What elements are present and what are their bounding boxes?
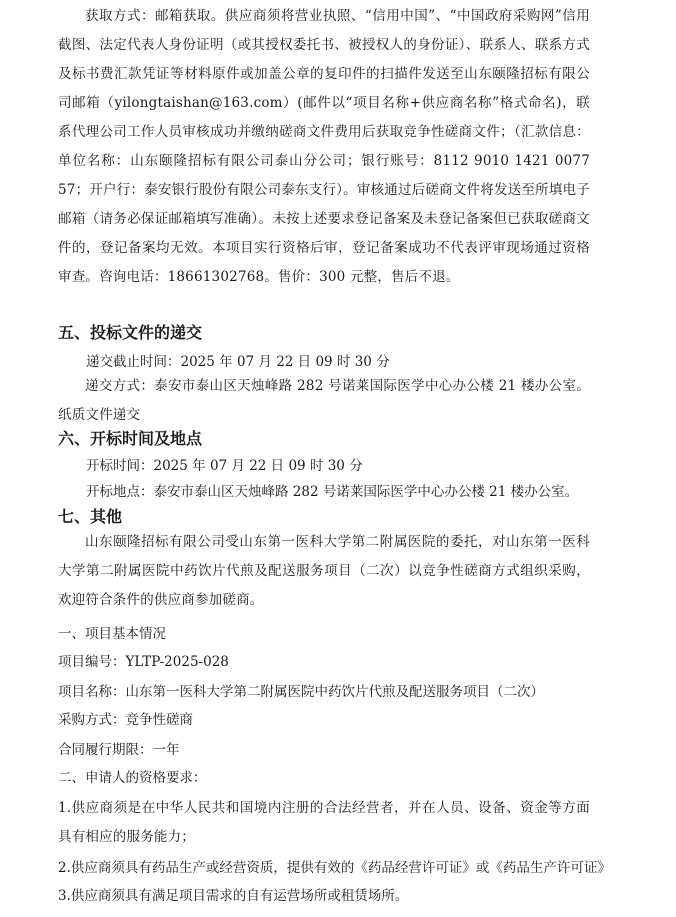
section-7-heading: 七、其他 <box>58 507 123 526</box>
requirement-2: 2.供应商须具有药品生产或经营资质，提供有效的《药品经营许可证》或《药品生产许可证》 <box>58 860 611 876</box>
procurement-intro: 山东颐隆招标有限公司受山东第一医科大学第二附属医院的委托，对山东第一医科大学第二附属医院中药饮片代煎及配送服务项目（二次）以竞争性磋商方式组织采购，欢迎符合条件的供应商参加磋商。 <box>58 534 590 608</box>
section-6-heading: 六、开标时间及地点 <box>58 429 203 448</box>
submission-deadline: 递交截止时间：2025 年 07 月 22 日 09 时 30 分 <box>86 354 390 370</box>
submission-method: 递交方式：泰安市泰山区天烛峰路 282 号诺莱国际医学中心办公楼 21 楼办公室。纸质文件递交 <box>58 378 590 423</box>
requirement-3: 3.供应商须具有满足项目需求的自有运营场所或租赁场所。 <box>58 888 409 904</box>
section-5-heading: 五、投标文件的递交 <box>58 323 203 342</box>
acquisition-paragraph: 获取方式：邮箱获取。供应商须将营业执照、“信用中国”、“中国政府采购网”信用截图、法定代表人身份证明（或其授权委托书、被授权人的身份证）、联系人、联系方式及标书费汇款凭证等材料原件或加盖公章的复印件的扫描件发送至山东颐隆招标有限公司邮箱（yilongtaishan@163.com）(邮件以“项目名称+供应商名称”格式命名)，联系代理公司工作人员审核成功并缴纳磋商文件费用后获取竞争性磋商文件；（汇款信息：单位名称：山东颐隆招标有限公司泰山分公司；银行账号：8112 9010 1421 0077 57；开户行：泰安银行股份有限公司泰东支行）。审核通过后磋商文件将发送至所填电子邮箱（请务必保证邮箱填写准确）。未按上述要求登记备案及未登记备案但已获取磋商文件的，登记备案均无效。本项目实行资格后审，登记备案成功不代表评审现场通过资格审查。咨询电话：18661302768。售价：300 元整，售后不退。 <box>58 8 590 285</box>
opening-place: 开标地点：泰安市泰山区天烛峰路 282 号诺莱国际医学中心办公楼 21 楼办公室。 <box>86 484 579 500</box>
requirement-1: 1.供应商须是在中华人民共和国境内注册的合法经营者，并在人员、设备、资金等方面具有相应的服务能力； <box>58 800 590 845</box>
opening-time: 开标时间：2025 年 07 月 22 日 09 时 30 分 <box>86 458 363 474</box>
purchase-method: 采购方式：竞争性磋商 <box>58 712 193 728</box>
contract-period: 合同履行期限：一年 <box>58 742 180 758</box>
qualification-heading: 二、申请人的资格要求： <box>58 770 207 786</box>
project-number: 项目编号：YLTP-2025-028 <box>58 654 229 670</box>
project-name: 项目名称：山东第一医科大学第二附属医院中药饮片代煎及配送服务项目（二次） <box>58 684 544 700</box>
basic-info-heading: 一、项目基本情况 <box>58 626 166 642</box>
